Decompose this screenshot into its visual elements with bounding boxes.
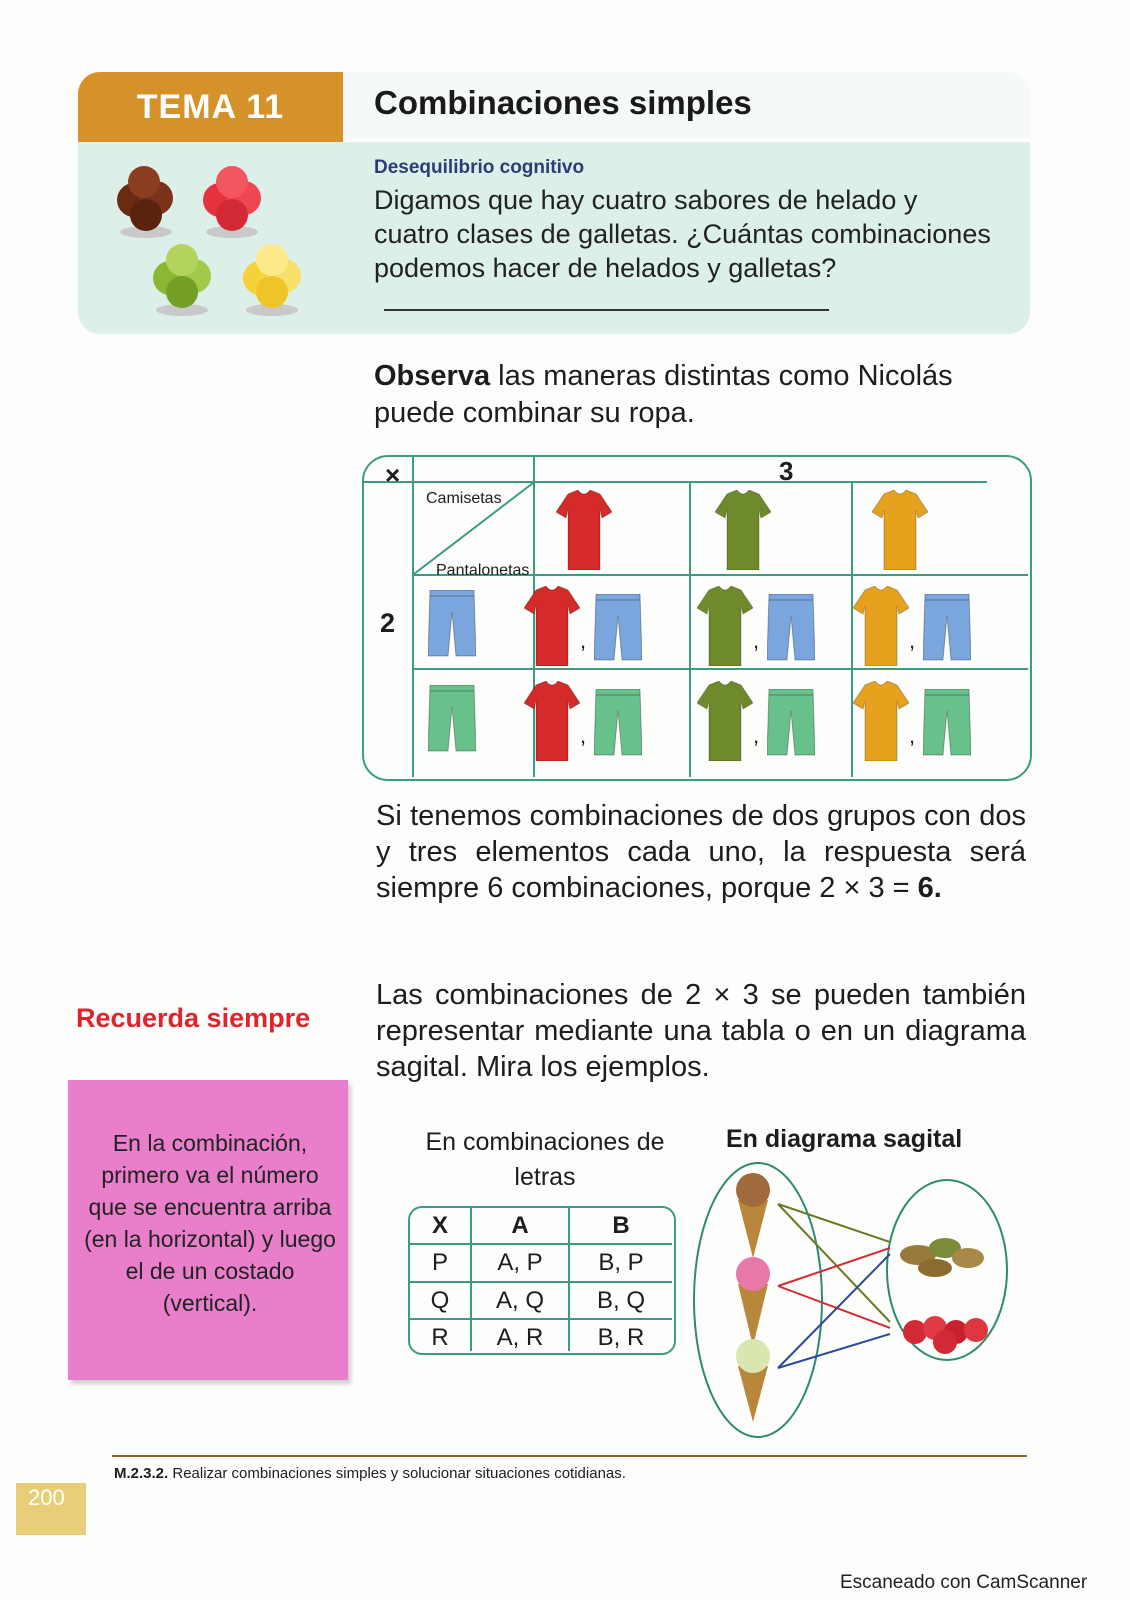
strawberry-scoop-icon <box>203 166 261 238</box>
sagital-caption: En diagrama sagital <box>726 1125 963 1153</box>
column-count: 3 <box>779 456 794 486</box>
observa-paragraph: Observa las maneras distintas como Nicolás puede combinar su ropa. <box>374 360 953 429</box>
chocolate-cone-icon <box>736 1173 770 1258</box>
table-cell: A, Q <box>495 1287 544 1314</box>
table-header-cell: A <box>511 1212 529 1239</box>
sticky-note-text: En la combinación, primero va el número que se encuentra arriba (en la horizontal) y luego el de un costado (vertical). <box>84 1130 336 1316</box>
table-cell: Q <box>430 1287 450 1314</box>
table-cell: B, R <box>597 1324 645 1351</box>
sagital-diagram <box>690 1160 1030 1445</box>
strawberry-cone-icon <box>736 1257 770 1346</box>
shorts-icon <box>923 689 971 757</box>
shorts-icon <box>767 689 815 757</box>
pair-separator: , <box>909 628 916 653</box>
t-shirt-icon <box>556 490 612 570</box>
ice-cream-cups-image <box>104 160 324 325</box>
t-shirt-icon <box>853 681 909 761</box>
shorts-icon <box>594 594 642 662</box>
table-cell: B, Q <box>596 1287 645 1314</box>
pair-separator: , <box>580 723 587 748</box>
table-header-cell: X <box>431 1212 448 1239</box>
nuts-icon <box>900 1238 984 1277</box>
table-cell: A, P <box>497 1249 543 1276</box>
scanner-watermark: Escaneado con CamScanner <box>840 1572 1088 1593</box>
intro-question: Digamos que hay cuatro sabores de helado y cuatro clases de galletas. ¿Cuántas combinaciones podemos hacer de helados y galletas? <box>374 183 999 319</box>
grid-line <box>414 668 1028 670</box>
answer-blank[interactable] <box>384 285 829 311</box>
pair-separator: , <box>909 723 916 748</box>
shorts-icon <box>428 685 476 753</box>
tema-label: TEMA 11 <box>78 72 343 142</box>
grid-line <box>689 481 691 777</box>
t-shirt-icon <box>697 681 753 761</box>
table-cell: R <box>431 1324 449 1351</box>
header-camisetas: Camisetas <box>426 490 502 507</box>
section-label: Desequilibrio cognitivo <box>374 157 585 178</box>
t-shirt-icon <box>715 490 771 570</box>
curriculum-code: M.2.3.2. Realizar combinaciones simples y solucionar situaciones cotidianas. <box>114 1465 626 1482</box>
header-pantalonetas: Pantalonetas <box>436 562 530 579</box>
shorts-icon <box>594 689 642 757</box>
shorts-icon <box>767 594 815 662</box>
pair-separator: , <box>580 628 587 653</box>
pistachio-cone-icon <box>736 1339 770 1422</box>
chocolate-scoop-icon <box>117 166 173 238</box>
lime-scoop-icon <box>153 244 211 316</box>
page-title: Combinaciones simples <box>374 84 752 121</box>
vanilla-scoop-icon <box>243 244 301 316</box>
letters-caption: En combinaciones de letras <box>425 1128 665 1191</box>
pair-separator: , <box>753 628 760 653</box>
table-cell: A, R <box>496 1324 544 1351</box>
times-symbol: × <box>385 460 401 490</box>
pair-separator: , <box>753 723 760 748</box>
shorts-icon <box>428 590 476 658</box>
t-shirt-icon <box>697 586 753 666</box>
explanation-paragraph: Si tenemos combinaciones de dos grupos con dos y tres elementos cada uno, la respuesta será siempre 6 combinaciones, porque 2 × 3 = 6. <box>376 800 1026 904</box>
row-count: 2 <box>380 608 396 638</box>
page-number: 200 <box>16 1483 86 1535</box>
table-header-cell: B <box>612 1212 630 1239</box>
sagital-arrows <box>778 1204 890 1368</box>
t-shirt-icon <box>872 490 928 570</box>
representation-paragraph: Las combinaciones de 2 × 3 se pueden también representar mediante una tabla o en un diagrama sagital. Mira los ejemplos. <box>376 979 1026 1083</box>
shorts-icon <box>923 594 971 662</box>
recuerda-title: Recuerda siempre <box>76 1003 311 1033</box>
footer-divider <box>112 1455 1027 1457</box>
t-shirt-icon <box>524 681 580 761</box>
t-shirt-icon <box>853 586 909 666</box>
table-cell: P <box>431 1249 448 1276</box>
table-cell: B, P <box>598 1249 644 1276</box>
t-shirt-icon <box>524 586 580 666</box>
